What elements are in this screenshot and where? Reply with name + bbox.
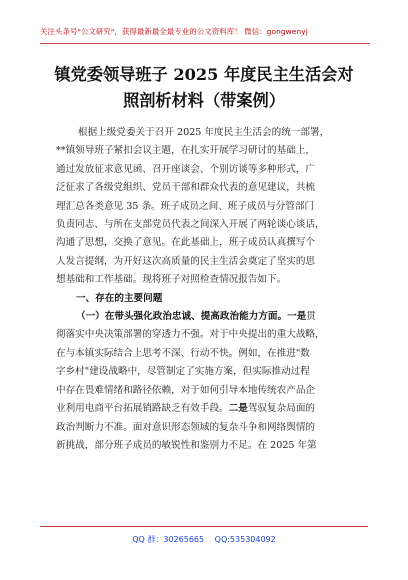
promo-header: 关注头条号"公文研究"，获得最新最全最专业的公文资料库！ 微信：gongwenyj — [40, 26, 370, 44]
body-text-fragment: 贯 — [306, 311, 316, 323]
body-line: 字乡村"建设战略中，尽管制定了实施方案，但实际推动过程 — [56, 366, 310, 378]
body-line: 沟通了思想，交换了意见。在此基础上，班子成员认真撰写个 — [56, 237, 316, 249]
body-line: 在与本镇实际结合上思考不深、行动不快。例如，在推进"数 — [56, 347, 310, 359]
qq-number: QQ:535304092 — [214, 535, 276, 544]
body-line: 政治判断力不准。面对意识形态领域的复杂斗争和网络舆情的 — [56, 421, 316, 433]
body-text-fragment: 驾驭复杂局面的 — [247, 403, 316, 415]
body-line: 新挑战，部分班子成员的敏锐性和鉴别力不足。在 2025 年第 — [56, 439, 317, 451]
body-line: 中存在畏难情绪和路径依赖，对于如何引导本地传统农产品企 — [56, 384, 316, 396]
point-label: 二是 — [228, 403, 248, 415]
body-line: **镇领导班子紧扣会议主题，在扎实开展学习研讨的基础上， — [56, 145, 316, 157]
body-line: 根据上级党委关于召开 2025 年度民主生活会的统一部署， — [78, 127, 330, 138]
body-line: 理汇总各类意见 35 条。班子成员之间、班子成员与分管部门 — [56, 200, 315, 212]
document-body — [56, 124, 356, 455]
subsection-heading: （一）在带头强化政治忠诚、提高政治能力方面。 — [76, 311, 288, 323]
document-title — [30, 62, 378, 114]
body-line: 人发言提纲，为开好这次高质量的民主生活会奠定了坚实的思 — [56, 255, 316, 267]
body-line: 负责同志、与所在支部党员代表之间深入开展了两轮谈心谈话， — [56, 219, 325, 231]
body-line: 想基础和工作基础。现将班子对照检查情况报告如下。 — [56, 274, 287, 286]
point-label: 一是 — [287, 311, 307, 323]
title-line-1: 镇党委领导班子 2025 年度民主生活会对 — [54, 65, 354, 84]
title-line-2: 照剖析材料（带案例） — [123, 91, 285, 110]
contact-footer — [0, 534, 408, 545]
body-line: 泛征求了各级党组织、党员干部和群众代表的意见建议，共梳 — [56, 182, 316, 194]
footer-divider — [40, 526, 368, 527]
subsection-first-line — [56, 308, 356, 326]
body-line: 彻落实中央决策部署的穿透力不强。对于中央提出的重大战略， — [56, 329, 325, 341]
body-text-fragment: 业利用电商平台拓展销路缺乏有效手段。 — [56, 403, 229, 415]
body-line-mixed — [56, 400, 356, 418]
section-heading: 一、存在的主要问题 — [76, 292, 163, 304]
qq-group-number: QQ 群：30265665 — [132, 535, 205, 544]
body-line: 通过发放征求意见函、召开座谈会、个别访谈等多种形式，广 — [56, 163, 316, 175]
